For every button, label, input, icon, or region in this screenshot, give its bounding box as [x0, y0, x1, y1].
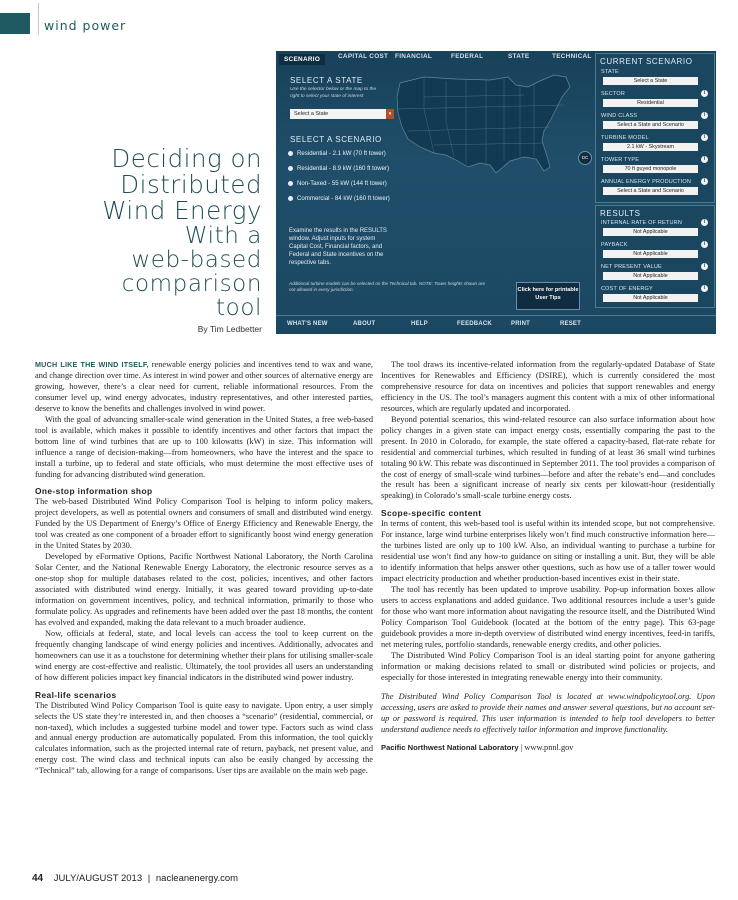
coe-label: COST OF ENERGY	[601, 286, 653, 292]
title-line: Deciding on	[111, 144, 262, 173]
scenario-option[interactable]: Residential - 2.1 kW (70 ft tower)	[288, 150, 386, 157]
tab-financial[interactable]: FINANCIAL	[395, 53, 433, 60]
scenario-option[interactable]: Residential - 8.9 kW (160 ft tower)	[288, 165, 389, 172]
info-icon[interactable]: i	[701, 178, 708, 185]
article-title	[102, 146, 262, 320]
nav-reset[interactable]: RESET	[560, 321, 582, 327]
section-heading: Real-life scenarios	[35, 689, 117, 700]
subtitle-line: With a	[184, 223, 262, 249]
wind-class-value: Select a State and Scenario	[603, 121, 698, 129]
paragraph	[35, 360, 373, 415]
current-scenario-heading: CURRENT SCENARIO	[600, 57, 693, 66]
note-text: Additional turbine models can be selected on the Technical tab. NOTE: Tower heights shown are not allowed in every jurisdiction.	[289, 281, 486, 293]
scenario-option[interactable]: Non-Taxed - 55 kW (144 ft tower)	[288, 180, 387, 187]
section-heading: Scope-specific content	[381, 508, 482, 519]
page-number: 44	[32, 873, 44, 884]
credit-line	[381, 743, 715, 754]
info-icon[interactable]: i	[701, 134, 708, 141]
bottom-nav-divider	[276, 315, 716, 316]
select-state-hint: Use the selector below or the map to the right to select your state of interest	[290, 87, 377, 99]
issue-date: JULY/AUGUST 2013	[53, 873, 143, 884]
paragraph: The tool draws its incentive-related information from the regularly-updated Database of State Incentives for Renewables and Efficiency (DSIRE), which is currently considered the most comprehensive resource for data on incentives and policies that support renewables and energy efficiency in the US. The tool’s managers augment this content with a mix of other informational resources, which are regularly updated and incorporated.	[381, 360, 715, 413]
article-column-left	[35, 360, 373, 777]
title-line: Wind Energy	[102, 196, 262, 225]
paragraph: Developed by eFormative Options, Pacific Northwest National Laboratory, the North Carolina Solar Center, and the National Renewable Energy Laboratory, the electronic resource serves as a one-stop shop for multiple databases related to the cost, policies, incentives, and other factors associated with distributed wind energy. Initially, it was geared toward providing up-to-date information on government incentives, policy, and technical information, primarily to those who formulate policy. As upgrades and refinements have been added over the past 18 months, the content has evolved and expanded, making the data relevant to a much broader audience.	[35, 552, 373, 627]
results-heading: RESULTS	[600, 209, 641, 218]
state-dropdown-value: Select a State	[294, 111, 329, 117]
tool-info-note: The Distributed Wind Policy Comparison Tool is located at www.windpolicytool.org. Upon accessing, users are asked to provide their names and answer several questions, but no account set-up or password is required. This user information is intended to help tool developers to better understand audience needs to effectively tailor information and improve functionality.	[381, 691, 715, 734]
turbine-model-value: 2.1 kW - Skystream	[603, 143, 698, 151]
nav-feedback[interactable]: FEEDBACK	[457, 321, 492, 327]
tab-capital-cost[interactable]: CAPITAL COST	[338, 53, 389, 60]
subtitle-line: tool	[216, 295, 262, 321]
paragraph-text: renewable energy policies and incentives tend to wax and wane, and change direction over time. As interest in wind power and other sources of alternative energy are growing, however, there’s a clear need for current, reliable informational resources. From the consumer level up, wind energy advocates, industry representatives, and other interested parties, deserve to know the benefits and challenges involved in wind power.	[35, 360, 373, 413]
wind-class-label: WIND CLASS	[601, 113, 638, 119]
section-color-block	[0, 13, 30, 34]
nav-print[interactable]: PRINT	[511, 321, 530, 327]
dc-button[interactable]: DC	[578, 151, 592, 165]
select-scenario-heading: SELECT A SCENARIO	[290, 135, 382, 144]
paragraph: The Distributed Wind Policy Comparison Tool is an ideal starting point for anyone gathering information or making decisions related to small or distributed wind policies or projects, and especially for those interested in integrating renewable energy into their community.	[381, 650, 715, 682]
tab-technical[interactable]: TECHNICAL	[552, 53, 592, 60]
site-url: nacleanenergy.com	[155, 873, 239, 884]
tab-scenario[interactable]: SCENARIO	[279, 54, 325, 65]
paragraph: In terms of content, this web-based tool is useful within its intended scope, but not comprehensive. For instance, large wind turbine enterprises likely won’t find much constructive information here—the turbines listed are only up to 100 kW. Also, an individual wanting to purchase a turbine for residential use won’t find any how-to guidance on siting or installing a unit. But, they will be able to identify information that helps answer other questions, such as how use of a taller tower would impact electricity production and whether production-based incentives exist in their state.	[381, 519, 715, 584]
scenario-option[interactable]: Commercial - 84 kW (160 ft tower)	[288, 195, 390, 202]
tab-state[interactable]: STATE	[508, 53, 530, 60]
info-icon[interactable]: i	[701, 112, 708, 119]
header-divider	[38, 3, 39, 35]
info-icon[interactable]: i	[701, 263, 708, 270]
paragraph: The Distributed Wind Policy Comparison Tool is quite easy to navigate. Upon entry, a user simply selects the US state they’re interested in, and then chooses a “scenario” (residential, commercial, or non-taxed), which includes a suggested turbine model and tower type. Factors such as wind class and annual energy production are automatically populated. From this information, the tool quickly calculates information, such as the projected internal rate of return, payback, net present value, and energy cost. The wind class and technical inputs can also be easily changed by accessing the “Technical” tab, allowing for a range of comparisons. User tips are available on the main web page.	[35, 700, 373, 776]
user-tips-button[interactable]: Click here for printable User Tips	[516, 282, 580, 310]
paragraph: The web-based Distributed Wind Policy Comparison Tool is helping to inform policy makers, project developers, as well as potential owners and consumers of small and distributed wind energy. Funded by the US Department of Energy’s Office of Energy Efficiency and Renewable Energy, the tool was created as one component of a broader effort to significantly boost wind energy generation in the United States by 2030.	[35, 497, 373, 551]
info-icon[interactable]: i	[701, 241, 708, 248]
lead-in: MUCH LIKE THE WIND ITSELF,	[35, 360, 149, 369]
nav-whats-new[interactable]: WHAT'S NEW	[287, 321, 328, 327]
credit-name: Pacific Northwest National Laboratory	[381, 743, 519, 753]
current-scenario-panel	[595, 53, 715, 203]
tower-type-value: 70 ft guyed monopole	[603, 165, 698, 173]
state-value: Select a State	[603, 77, 698, 85]
credit-url[interactable]: www.pnnl.gov	[524, 743, 574, 753]
payback-value: Not Applicable	[603, 250, 698, 258]
section-heading: One-stop information shop	[35, 486, 153, 497]
info-icon[interactable]: i	[701, 156, 708, 163]
subtitle-line: comparison	[121, 271, 262, 297]
credit-separator: |	[518, 743, 525, 753]
page-footer	[32, 873, 238, 884]
paragraph: The tool has recently has been updated to improve usability. Pop-up information boxes allow users to access explanations and added guidance. Two additional resources include a user’s guide for those who want more information about navigating the resource itself, and the Distributed Wind Policy Comparison Tool Guidebook (located at the bottom of the entry page). This 63-page guidebook provides a more in-depth overview of distributed wind energy incentives, feed-in tariffs, net metering rules, portfolio standards, renewable energy credits, and other policies.	[381, 585, 715, 649]
tool-screenshot	[276, 51, 716, 334]
tab-federal[interactable]: FEDERAL	[451, 53, 484, 60]
info-icon[interactable]: i	[701, 219, 708, 226]
npv-label: NET PRESENT VALUE	[601, 264, 662, 270]
footer-separator: |	[147, 873, 151, 884]
annual-energy-value: Select a State and Scenario	[603, 187, 698, 195]
nav-about[interactable]: ABOUT	[353, 321, 376, 327]
state-dropdown[interactable]	[290, 109, 394, 119]
byline: By Tim Ledbetter	[197, 324, 262, 334]
chevron-down-icon: ▾	[386, 109, 394, 119]
irr-value: Not Applicable	[603, 228, 698, 236]
sector-value: Residential	[603, 99, 698, 107]
paragraph: With the goal of advancing smaller-scale wind generation in the United States, a free web-based tool is available, which makes it possible to identify incentives and other factors that impact the bottom line of wind turbines that are up to 100 kilowatts (kW) in size. This information will influence a range of decision-making—from homeowners, who have the interest and the space to install a turbine, up to federal and state officials, who must determine the most effective uses of funding for advancing distributed wind generation.	[35, 414, 373, 479]
paragraph: Beyond potential scenarios, this wind-related resource can also surface information about how policy changes in a given state can impact energy costs, essentially comparing the past to the present. In 2010 in Colorado, for example, the state offered a capacity-based, flat-rate rebate for residential and commercial turbines, which resulted in funding of at least 36 small wind turbines totaling 90 kW. This rebate was discontinued in September 2011. The tool provides a comparison of the cost of energy of small-scale wind turbines—before and after the rebate’s end—and concludes the result has been a significant increase of nearly six cents per kilowatt-hour (residentially speaking) in Colorado’s small-scale turbine energy costs.	[381, 414, 715, 501]
npv-value: Not Applicable	[603, 272, 698, 280]
title-line: Distributed	[120, 170, 262, 199]
state-label: STATE	[601, 69, 619, 75]
turbine-model-label: TURBINE MODEL	[601, 135, 649, 141]
examine-text: Examine the results in the RESULTS window. Adjust inputs for system Capital Cost, Financial factors, and Federal and State incentives on the respective tabs.	[289, 228, 387, 266]
coe-value: Not Applicable	[603, 294, 698, 302]
subtitle-line: web-based	[131, 247, 262, 273]
info-icon[interactable]: i	[701, 90, 708, 97]
info-icon[interactable]: i	[701, 285, 708, 292]
irr-label: INTERNAL RATE OF RETURN	[601, 220, 682, 226]
payback-label: PAYBACK	[601, 242, 628, 248]
annual-energy-label: ANNUAL ENERGY PRODUCTION	[601, 179, 692, 185]
paragraph: Now, officials at federal, state, and local levels can access the tool to keep current on the frequently changing landscape of wind energy policies and incentives. Additionally, advocates and homeowners can use it as a touchstone for determining whether their plans for utilising smaller-scale wind energy are cost-effective and realistic. Ultimately, the tool provides all users an understanding of how different policies impact key financial indicators in the distributed wind power industry.	[35, 628, 373, 682]
select-state-heading: SELECT A STATE	[290, 76, 363, 85]
nav-help[interactable]: HELP	[411, 321, 428, 327]
article-column-right	[381, 360, 715, 754]
sector-label: SECTOR	[601, 91, 626, 97]
us-map[interactable]	[394, 69, 576, 187]
results-panel	[595, 205, 715, 308]
section-label: wind power	[44, 18, 127, 33]
tower-type-label: TOWER TYPE	[601, 157, 640, 163]
